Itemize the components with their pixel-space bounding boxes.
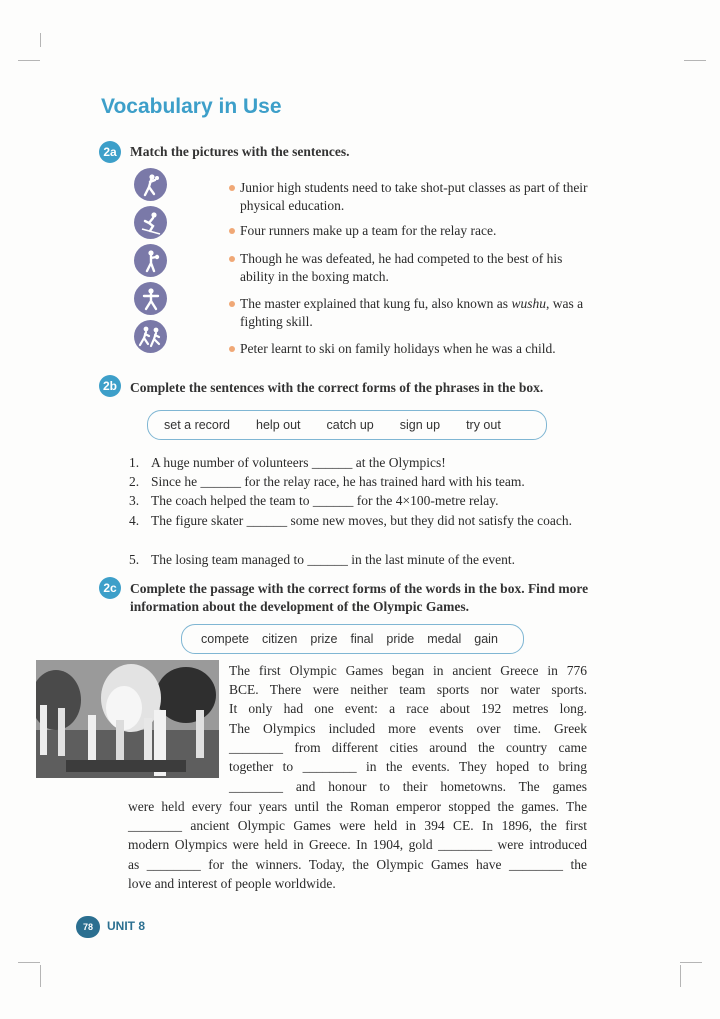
exercise-2c-instruction: Complete the passage with the correct forms of the words in the box. Find more information about the development of the Olympic Games.: [130, 581, 589, 614]
passage-line: ________ ancient Olympic Games were held in 394 CE. In 1896, the first: [128, 818, 587, 833]
crop-mark: [18, 60, 40, 61]
passage-line: The first Olympic Games began in ancient Greece in 776: [229, 663, 587, 678]
match-sentence: Though he was defeated, he had competed to the best of his ability in the boxing match.: [229, 250, 593, 286]
word-option: pride: [386, 632, 415, 646]
kung-fu-icon: [134, 282, 167, 315]
passage-line: as ________ for the winners. Today, the Olympic Games have ________ the: [128, 857, 587, 872]
phrase-option: help out: [256, 418, 301, 432]
page-number: 78: [76, 916, 100, 938]
exercise-badge-2b: 2b: [99, 375, 121, 397]
exercise-2b-instruction: Complete the sentences with the correct forms of the phrases in the box.: [130, 380, 544, 395]
question-item: 4. The figure skater ______ some new moves, but they did not satisfy the coach.: [129, 513, 573, 528]
passage-line: It only had one event: a race about 192 metres long.: [229, 701, 587, 716]
passage-line: together to ________ in the events. They hoped to bring: [229, 759, 587, 774]
section-title: Vocabulary in Use: [101, 95, 282, 118]
phrase-option: catch up: [326, 418, 374, 432]
passage-line: modern Olympics were held in Greece. In 1904, gold ________ were introduced: [128, 837, 587, 852]
crop-mark: [684, 60, 706, 61]
unit-label: UNIT 8: [107, 919, 146, 933]
exercise-2a-instruction: Match the pictures with the sentences.: [130, 144, 350, 159]
relay-race-icon: [134, 320, 167, 353]
phrase-box: [147, 410, 547, 440]
crop-mark: [680, 962, 702, 963]
exercise-badge-2c: 2c: [99, 577, 121, 599]
passage-line: love and interest of people worldwide.: [128, 876, 336, 891]
crop-mark: [40, 965, 41, 987]
ski-icon: [134, 206, 167, 239]
passage-line: ________ and honour to their hometowns. The games: [229, 779, 587, 794]
word-option: medal: [427, 632, 462, 646]
word-option: compete: [201, 632, 249, 646]
crop-mark: [18, 962, 40, 963]
shot-put-icon: [134, 168, 167, 201]
question-item: 1. A huge number of volunteers ______ at the Olympics!: [129, 455, 446, 470]
passage-line: BCE. There were neither team sports nor water sports.: [229, 682, 587, 697]
word-option: prize: [310, 632, 338, 646]
question-item: 3. The coach helped the team to ______ for the 4×100-metre relay.: [129, 493, 499, 508]
passage-line: were held every four years until the Roman emperor stopped the games. The: [128, 799, 587, 814]
match-sentence: Junior high students need to take shot-put classes as part of their physical education.: [229, 179, 593, 215]
match-sentence: Peter learnt to ski on family holidays when he was a child.: [229, 340, 593, 358]
passage-line: ________ from different cities around the country came: [229, 740, 587, 755]
passage-line: The Olympics included more events over time. Greek: [229, 721, 587, 736]
question-item: 2. Since he ______ for the relay race, he has trained hard with his team.: [129, 474, 525, 489]
crop-mark: [40, 33, 41, 47]
question-item: 5. The losing team managed to ______ in the last minute of the event.: [129, 552, 516, 567]
crop-mark: [680, 965, 681, 987]
phrase-option: try out: [466, 418, 501, 432]
match-sentence: The master explained that kung fu, also known as wushu, was a fighting skill.: [229, 295, 593, 331]
match-sentence: Four runners make up a team for the relay race.: [229, 222, 593, 240]
boxing-icon: [134, 244, 167, 277]
word-box: [181, 624, 524, 654]
word-option: gain: [474, 632, 498, 646]
word-option: final: [350, 632, 374, 646]
olympic-flame-ceremony-photo: [36, 660, 219, 778]
exercise-badge-2a: 2a: [99, 141, 121, 163]
phrase-option: sign up: [399, 418, 441, 432]
word-option: citizen: [261, 632, 298, 646]
phrase-option: set a record: [164, 418, 231, 432]
